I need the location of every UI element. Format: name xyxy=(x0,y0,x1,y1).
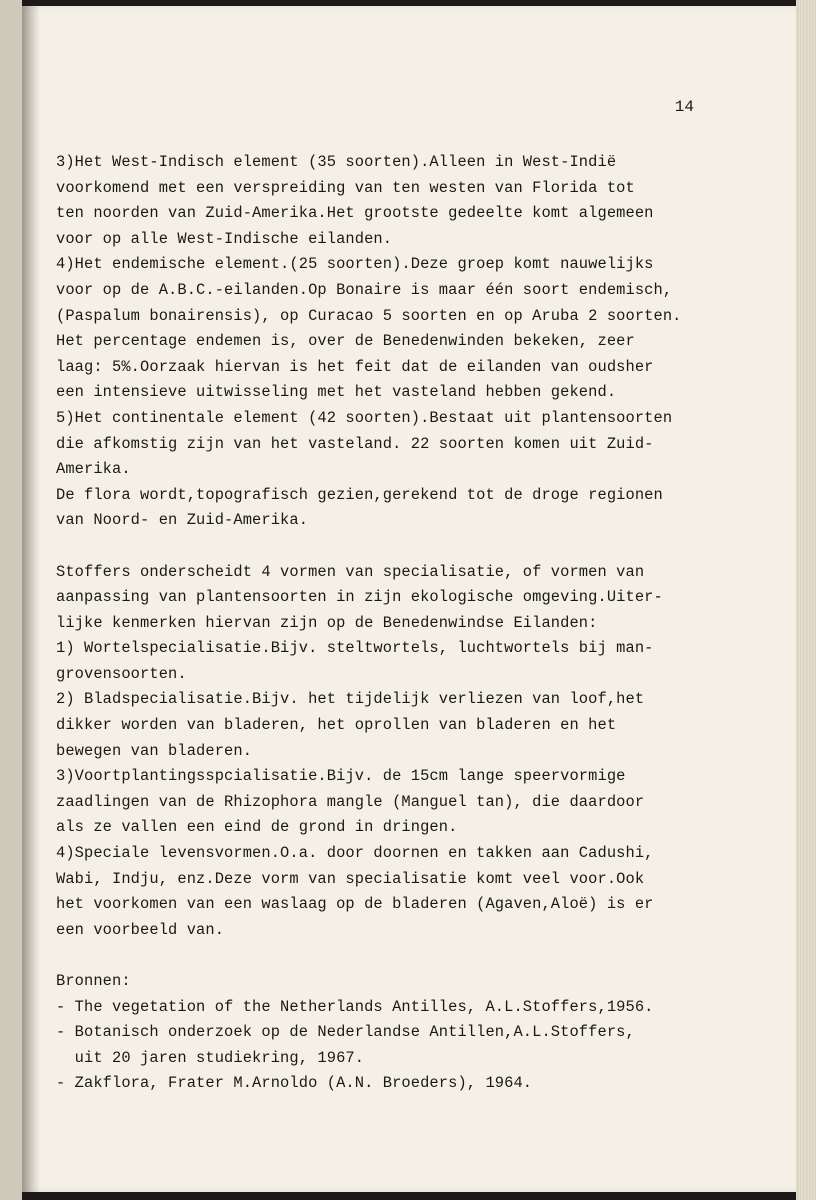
text-line: - Botanisch onderzoek op de Nederlandse Antillen,A.L.Stoffers, xyxy=(56,1023,635,1042)
text-line: Het percentage endemen is, over de Benedenwinden bekeken, zeer xyxy=(56,332,635,351)
text-line: Amerika. xyxy=(56,460,131,479)
text-line: het voorkomen van een waslaag op de bladeren (Agaven,Aloë) is er xyxy=(56,895,654,914)
text-line: Bronnen: xyxy=(56,972,131,990)
text-line: De flora wordt,topografisch gezien,gerekend tot de droge regionen xyxy=(56,485,663,504)
text-line: 3)Het West-Indisch element (35 soorten).Alleen in West-Indië xyxy=(56,153,617,171)
page-number: 14 xyxy=(674,98,694,116)
text-line: 2) Bladspecialisatie.Bijv. het tijdelijk verliezen van loof,het xyxy=(56,690,645,709)
document-page xyxy=(22,6,796,1192)
text-line: ten noorden van Zuid-Amerika.Het grootste gedeelte komt algemeen xyxy=(56,204,654,223)
text-line: laag: 5%.Oorzaak hiervan is het feit dat de eilanden van oudsher xyxy=(56,357,654,376)
text-line: - Zakflora, Frater M.Arnoldo (A.N. Broeders), 1964. xyxy=(56,1074,533,1093)
text-line: 1) Wortelspecialisatie.Bijv. steltwortels, luchtwortels bij man- xyxy=(56,639,654,658)
text-line: lijke kenmerken hiervan zijn op de Benedenwindse Eilanden: xyxy=(56,613,598,632)
text-line: die afkomstig zijn van het vasteland. 22 soorten komen uit Zuid- xyxy=(56,434,654,453)
binding-shadow xyxy=(22,6,40,1192)
text-line: uit 20 jaren studiekring, 1967. xyxy=(56,1048,365,1067)
text-line: voor op alle West-Indische eilanden. xyxy=(56,229,393,248)
paragraph-gap xyxy=(56,943,776,969)
text-line: dikker worden van bladeren, het oprollen van bladeren en het xyxy=(56,716,617,735)
text-line: 3)Voortplantingsspcialisatie.Bijv. de 15cm lange speervormige xyxy=(56,767,626,786)
previous-page-edge xyxy=(0,0,22,1200)
text-line: een intensieve uitwisseling met het vasteland hebben gekend. xyxy=(56,383,617,402)
text-line: 4)Speciale levensvormen.O.a. door doornen en takken aan Cadushi, xyxy=(56,844,654,863)
text-line: voor op de A.B.C.-eilanden.Op Bonaire is maar één soort endemisch, xyxy=(56,280,673,299)
text-line: 4)Het endemische element.(25 soorten).Deze groep komt nauwelijks xyxy=(56,255,654,274)
text-line: 5)Het continentale element (42 soorten).Bestaat uit plantensoorten xyxy=(56,408,673,427)
text-line: als ze vallen een eind de grond in dringen. xyxy=(56,818,458,837)
body-text xyxy=(56,150,776,1097)
text-line: - The vegetation of the Netherlands Antilles, A.L.Stoffers,1956. xyxy=(56,997,654,1016)
paragraph xyxy=(56,150,776,534)
paragraph-gap xyxy=(56,534,776,560)
page-stack-edge xyxy=(796,0,816,1200)
text-line: voorkomend met een verspreiding van ten westen van Florida tot xyxy=(56,178,635,197)
text-line: een voorbeeld van. xyxy=(56,920,225,939)
text-line: (Paspalum bonairensis), op Curacao 5 soorten en op Aruba 2 soorten. xyxy=(56,306,682,325)
text-line: van Noord- en Zuid-Amerika. xyxy=(56,511,309,530)
text-line: Stoffers onderscheidt 4 vormen van specialisatie, of vormen van xyxy=(56,562,645,581)
text-line: aanpassing van plantensoorten in zijn ekologische omgeving.Uiter- xyxy=(56,588,663,607)
text-line: Wabi, Indju, enz.Deze vorm van specialisatie komt veel voor.Ook xyxy=(56,869,645,888)
text-line: zaadlingen van de Rhizophora mangle (Manguel tan), die daardoor xyxy=(56,792,645,811)
text-line: grovensoorten. xyxy=(56,664,187,683)
paragraph xyxy=(56,560,776,944)
paragraph xyxy=(56,969,776,1097)
text-line: bewegen van bladeren. xyxy=(56,741,253,760)
